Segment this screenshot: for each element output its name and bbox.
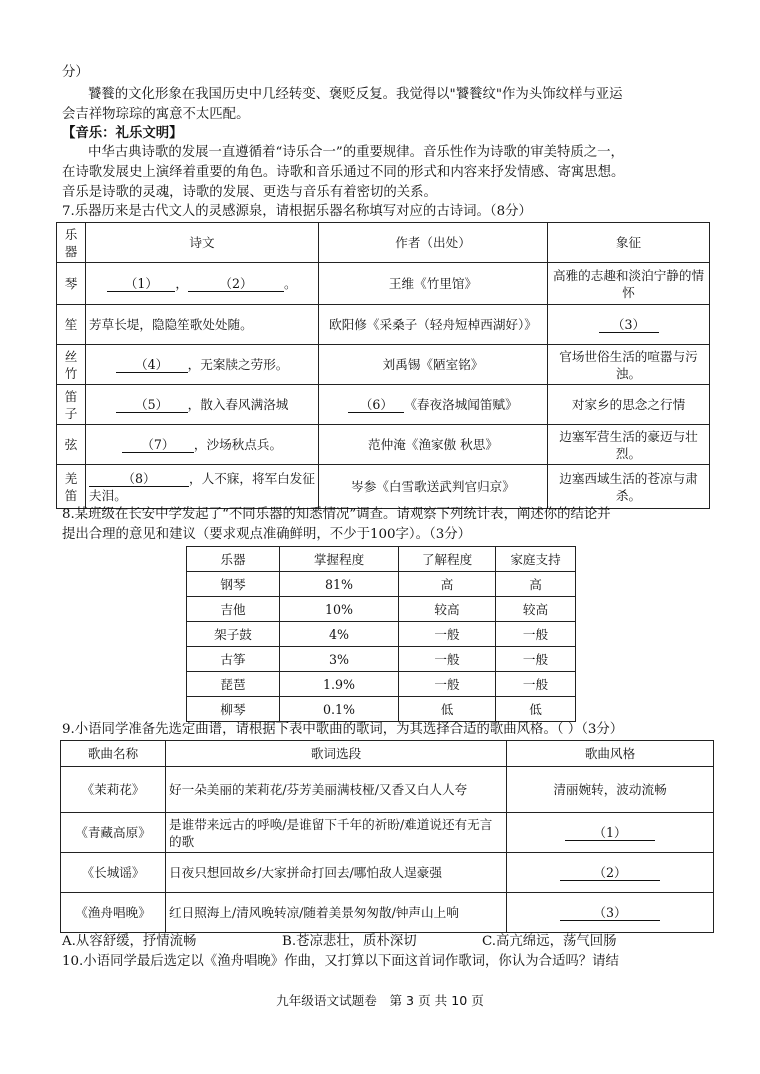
poem-cell: 芳草长堤，隐隐笙歌处处随。 [86, 305, 319, 345]
table-row [187, 647, 576, 672]
answer-blank[interactable]: （6） [348, 397, 404, 413]
song-style [507, 813, 714, 853]
q9-header: 歌曲名称 [61, 741, 166, 767]
table-row [57, 425, 710, 465]
q8-header: 家庭支持 [496, 547, 576, 572]
page-footer: 九年级语文试题卷 第 3 页 共 10 页 [276, 993, 484, 1008]
q7-header: 乐器 [57, 223, 86, 263]
cell: 较高 [496, 597, 576, 622]
q8-header: 乐器 [187, 547, 280, 572]
q7-header: 诗文 [86, 223, 319, 263]
answer-blank[interactable]: （7） [122, 437, 194, 453]
cell: 1.9% [280, 672, 399, 697]
q8-stats-table [186, 546, 576, 722]
section-text-1: 中华古典诗歌的发展一直遵循着“诗乐合一”的重要规律。音乐性作为诗歌的审美特质之一， [88, 145, 624, 160]
song-style: 清丽婉转，波动流畅 [507, 767, 714, 813]
symbol-cell [548, 305, 710, 345]
cell: 琵琶 [187, 672, 280, 697]
poem-text: ，散入春风满洛城 [187, 397, 289, 412]
instrument-cell: 弦 [57, 425, 86, 465]
cell: 0.1% [280, 697, 399, 722]
cell: 4% [280, 622, 399, 647]
cell: 10% [280, 597, 399, 622]
answer-blank[interactable]: （1） [107, 276, 175, 292]
table-row [187, 622, 576, 647]
symbol-cell: 高雅的志趣和淡泊宁静的情怀 [548, 263, 710, 305]
song-lyrics: 日夜只想回故乡/大家拼命打回去/哪怕敌人逞豪强 [166, 853, 507, 893]
author-cell: 范仲淹《渔家傲 秋思》 [319, 425, 548, 465]
cell: 3% [280, 647, 399, 672]
song-lyrics: 是谁带来远古的呼唤/是谁留下千年的祈盼/难道说还有无言的歌 [166, 813, 507, 853]
cell: 81% [280, 572, 399, 597]
q9-option-a: A.从容舒缓，抒情流畅 [62, 934, 197, 949]
table-row [61, 853, 714, 893]
q9-header: 歌曲风格 [507, 741, 714, 767]
q8-prompt-2: 提出合理的意见和建议（要求观点准确鲜明，不少于100字）。（3分） [62, 527, 472, 542]
q8-header: 了解程度 [399, 547, 496, 572]
poem-cell [86, 465, 319, 509]
song-style [507, 893, 714, 933]
poem-text: ，人不寐，将军白发征夫泪。 [89, 470, 315, 503]
answer-blank[interactable]: （3） [560, 905, 660, 921]
cell: 古筝 [187, 647, 280, 672]
instrument-cell: 琴 [57, 263, 86, 305]
cell: 低 [496, 697, 576, 722]
symbol-cell: 对家乡的思念之行情 [548, 385, 710, 425]
cell: 一般 [399, 622, 496, 647]
table-row [57, 385, 710, 425]
answer-blank[interactable]: （4） [116, 357, 188, 373]
poem-cell [86, 263, 319, 305]
q10-prompt: 10.小语同学最后选定以《渔舟唱晚》作曲，又打算以下面这首词作歌词，你认为合适吗？请结 [62, 954, 619, 969]
section-text-3: 音乐是诗歌的灵魂，诗歌的发展、更迭与音乐有着密切的关系。 [62, 185, 437, 200]
table-row [187, 597, 576, 622]
instrument-cell: 笙 [57, 305, 86, 345]
cell: 柳琴 [187, 697, 280, 722]
author-cell: 刘禹锡《陋室铭》 [319, 345, 548, 385]
symbol-cell: 边塞军营生活的豪迈与壮烈。 [548, 425, 710, 465]
symbol-cell: 官场世俗生活的喧嚣与污浊。 [548, 345, 710, 385]
cell: 高 [399, 572, 496, 597]
cell: 吉他 [187, 597, 280, 622]
table-row [61, 767, 714, 813]
section-text-2: 在诗歌发展史上演绎着重要的角色。诗歌和音乐通过不同的形式和内容来抒发情感、寄寓思想。 [62, 165, 625, 180]
answer-blank[interactable]: （3） [599, 317, 659, 333]
author-cell: 王维《竹里馆》 [319, 263, 548, 305]
song-name: 《长城谣》 [61, 853, 166, 893]
author-cell: 欧阳修《采桑子（轻舟短棹西湖好）》 [319, 305, 548, 345]
intro-line-2: 饕餮的文化形象在我国历史中几经转变、褒贬反复。我觉得以"饕餮纹"作为头饰纹样与亚运 [88, 87, 623, 102]
table-row [57, 345, 710, 385]
table-row [187, 572, 576, 597]
q7-header: 象征 [548, 223, 710, 263]
q9-option-b: B.苍凉悲壮，质朴深切 [282, 934, 417, 949]
comma: ， [175, 276, 188, 291]
cell: 一般 [399, 672, 496, 697]
cell: 低 [399, 697, 496, 722]
q7-header: 作者（出处） [319, 223, 548, 263]
answer-blank[interactable]: （8） [89, 471, 189, 487]
instrument-cell: 丝竹 [57, 345, 86, 385]
poem-cell [86, 385, 319, 425]
song-style [507, 853, 714, 893]
answer-blank[interactable]: （5） [116, 397, 188, 413]
table-row [187, 672, 576, 697]
cell: 一般 [496, 647, 576, 672]
q9-prompt: 9.小语同学准备先选定曲谱，请根据下表中歌曲的歌词，为其选择合适的歌曲风格。（ ）（3分） [62, 722, 624, 737]
cell: 高 [496, 572, 576, 597]
song-lyrics: 红日照海上/清风晚转凉/随着美景匆匆散/钟声山上响 [166, 893, 507, 933]
table-row [57, 263, 710, 305]
section-title: 【音乐：礼乐文明】 [62, 125, 183, 141]
intro-line-3: 会吉祥物琮琮的寓意不太匹配。 [62, 107, 250, 122]
table-row [187, 697, 576, 722]
q7-table [56, 222, 710, 509]
intro-line-1: 分） [62, 65, 89, 80]
cell: 较高 [399, 597, 496, 622]
cell: 一般 [399, 647, 496, 672]
table-row [57, 465, 710, 509]
cell: 一般 [496, 672, 576, 697]
symbol-cell: 边塞西域生活的苍凉与肃杀。 [548, 465, 710, 509]
song-name: 《青藏高原》 [61, 813, 166, 853]
song-lyrics: 好一朵美丽的茉莉花/芬芳美丽满枝桠/又香又白人人夸 [166, 767, 507, 813]
instrument-cell: 笛子 [57, 385, 86, 425]
table-row [61, 893, 714, 933]
answer-blank[interactable]: （1） [565, 825, 655, 841]
q8-prompt-1: 8.某班级在长安中学发起了“不同乐器的知悉情况”调查。请观察下列统计表，阐述你的结论并 [62, 507, 611, 522]
period: 。 [284, 276, 297, 291]
table-row [61, 813, 714, 853]
poem-text: ，无案牍之劳形。 [187, 357, 289, 372]
poem-cell [86, 425, 319, 465]
poem-text: ，沙场秋点兵。 [193, 437, 283, 452]
cell: 架子鼓 [187, 622, 280, 647]
author-cell: 岑参《白雪歌送武判官归京》 [319, 465, 548, 509]
song-name: 《茉莉花》 [61, 767, 166, 813]
q9-header: 歌词选段 [166, 741, 507, 767]
table-row [57, 305, 710, 345]
instrument-cell: 羌笛 [57, 465, 86, 509]
author-cell [319, 385, 548, 425]
cell: 一般 [496, 622, 576, 647]
q8-header: 掌握程度 [280, 547, 399, 572]
q9-table [60, 740, 714, 933]
poem-cell [86, 345, 319, 385]
answer-blank[interactable]: （2） [560, 865, 660, 881]
q7-prompt: 7.乐器历来是古代文人的灵感源泉，请根据乐器名称填写对应的古诗词。（8分） [62, 204, 532, 219]
q9-option-c: C.高亢绵远，荡气回肠 [482, 934, 617, 949]
song-name: 《渔舟唱晚》 [61, 893, 166, 933]
answer-blank[interactable]: （2） [188, 276, 284, 292]
author-text: 《春夜洛城闻笛赋》 [404, 397, 518, 412]
cell: 钢琴 [187, 572, 280, 597]
